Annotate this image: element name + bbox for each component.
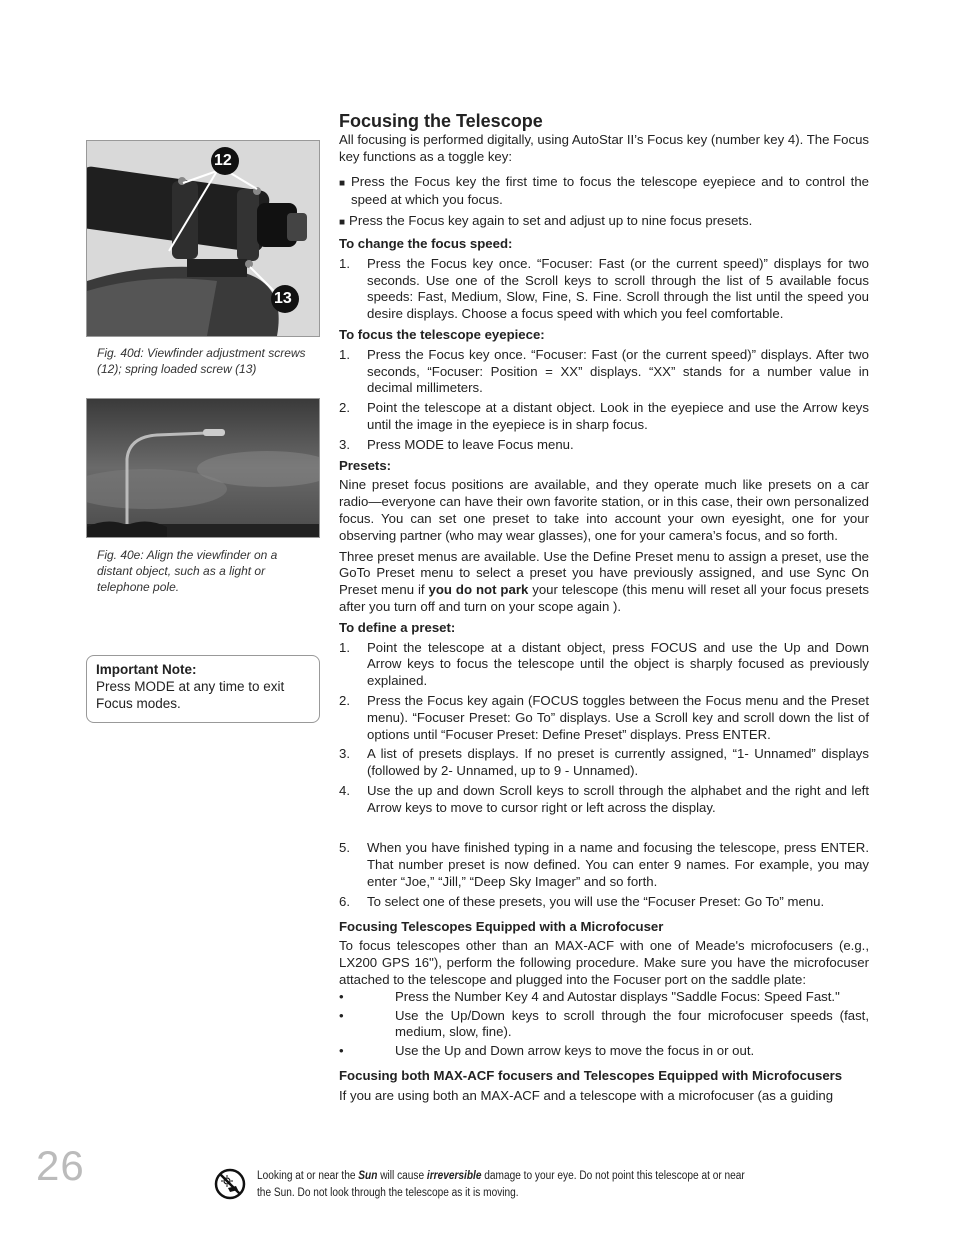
warning-c: damage to your eye. Do not point this telescope at or near the Sun. Do not look through the telescope as it is moving.: [257, 1170, 745, 1199]
presets-p2-bold: you do not park: [428, 582, 529, 598]
list-marker: 2.: [339, 692, 350, 708]
define-steps: [339, 640, 869, 817]
list-text: When you have finished typing in a name and focusing the telescope, press ENTER. That number preset is now defined. You can enter 9 names. For example, you may enter “Joe,” “Jill,” “Deep Sky Imager” and so forth.: [367, 840, 869, 890]
warning-sun: Sun: [358, 1170, 378, 1182]
warning-a: Looking at or near the: [257, 1170, 359, 1182]
eyepiece-steps: [339, 347, 869, 454]
list-item: [339, 746, 869, 780]
speed-steps: [339, 256, 869, 323]
list-marker: 1.: [339, 346, 350, 362]
warning-irreversible: irreversible: [426, 1170, 482, 1182]
figure-streetlight: [86, 398, 320, 538]
list-text: Use the up and down Scroll keys to scroll through the alphabet and the right and left Arrow keys to move to cursor right or left across the display.: [367, 782, 869, 815]
list-item: [339, 1008, 869, 1042]
list-text: Press MODE to leave Focus menu.: [367, 436, 574, 452]
presets-p2-a: Three preset menus are available. Use the Define Preset menu to assign a preset, use the GoTo Preset menu to select a preset you have previously assigned, and use Sync On Preset menu if: [339, 548, 869, 598]
list-marker: 6.: [339, 893, 350, 909]
streetlight-photo: [87, 399, 319, 537]
sun-warning-text: [257, 1168, 750, 1202]
presets-paragraph-1: Nine preset focus positions are available, and they operate much like presets on a car radio—everyone can have their own favorite station, or in this case, their own personalized focus. You can set one preset to take into account your own eyesight, one for your observing partner (who may wear glasses), one for your camera’s focus, and so forth.: [339, 477, 869, 543]
figure-40d-caption: Fig. 40d: Viewfinder adjustment screws (12); spring loaded screw (13): [97, 346, 306, 376]
warning-b: will cause: [377, 1170, 427, 1182]
list-marker: 5.: [339, 840, 350, 856]
microfocuser-paragraph: To focus telescopes other than an MAX-ACF with one of Meade's microfocusers (e.g., LX200 GPS 16"), perform the following procedure. Make sure you have the microfocuser attached to the telescope and plugged into the Focuser port on the saddle plate:: [339, 938, 869, 988]
both-focusers-heading: Focusing both MAX-ACF focusers and Telescopes Equipped with Microfocusers: [339, 1068, 843, 1084]
list-item: [339, 840, 869, 890]
define-steps-continued: [339, 840, 869, 910]
figure-viewfinder-screws: [86, 140, 320, 337]
presets-heading: Presets:: [339, 457, 392, 473]
list-text: Press the Focus key once. “Focuser: Fast (or the current speed)” displays for two seconds. Use one of the Scroll keys to scroll through the list of 5 available focus speeds: Fast, Medium, Slow, Fine, S. Fine. Scroll through the list until the speed you desire displays. Choose a focus speed with which you feel comfortable.: [367, 255, 869, 322]
list-item: [339, 894, 869, 911]
list-item: [339, 400, 869, 434]
list-text: To select one of these presets, you will use the “Focuser Preset: Go To” menu.: [367, 893, 825, 909]
list-text: A list of presets displays. If no preset is currently assigned, “1- Unnamed” displays (followed by 2- Unnamed, up to 9 - Unnamed).: [367, 746, 869, 779]
microfocuser-heading: Focusing Telescopes Equipped with a Microfocuser: [339, 918, 664, 934]
callout-13-label: 13: [274, 290, 292, 307]
list-marker: 2.: [339, 400, 350, 416]
presets-p2-c: your telescope (this menu will reset all your focus presets after you turn off and turn on your scope again ).: [339, 582, 869, 614]
eyepiece-heading: To focus the telescope eyepiece:: [339, 326, 545, 342]
list-item: [339, 640, 869, 690]
microfocuser-bullets: [339, 989, 869, 1060]
toggle-bullet: ■ Press the Focus key the first time to focus the telescope eyepiece and to control the speed at which you focus.: [339, 174, 869, 210]
list-text: Point the telescope at a distant object, press FOCUS and use the Up and Down Arrow keys to focus the telescope until the object is sharply focused as previously explained.: [367, 639, 869, 689]
list-text: Use the Up/Down keys to scroll through the four microfocuser speeds (fast, medium, slow, fine).: [395, 1007, 869, 1040]
list-marker: 4.: [339, 782, 350, 798]
list-marker: 1.: [339, 255, 350, 271]
toggle-bullet: ■ Press the Focus key again to set and adjust up to nine focus presets.: [339, 213, 869, 232]
important-note-title: Important Note:: [96, 662, 197, 677]
list-item: [339, 693, 869, 743]
intro-paragraph: All focusing is performed digitally, using AutoStar II’s Focus key (number key 4). The Focus key functions as a toggle key:: [339, 132, 869, 164]
list-text: Press the Focus key once. “Focuser: Fast (or the current speed)” displays. After two seconds, “Focuser: Position = XX” displays. “XX” stands for a number value in decimal millimeters.: [367, 346, 869, 396]
list-marker: •: [339, 988, 344, 1004]
list-item: [339, 1043, 869, 1060]
figure-40e-caption: Fig. 40e: Align the viewfinder on a distant object, such as a light or telephone pole.: [97, 548, 278, 594]
list-item: [339, 256, 869, 323]
both-focusers-paragraph: If you are using both an MAX-ACF and a telescope with a microfocuser (as a guiding: [339, 1087, 834, 1103]
section-title: Focusing the Telescope: [339, 111, 543, 131]
list-text: Press the Number Key 4 and Autostar displays "Saddle Focus: Speed Fast.": [395, 988, 840, 1004]
presets-paragraph-2: [339, 549, 869, 616]
list-text: Point the telescope at a distant object. Look in the eyepiece and use the Arrow keys until the image in the eyepiece is in sharp focus.: [367, 400, 869, 432]
important-note: [86, 655, 320, 723]
list-marker: •: [339, 1043, 344, 1059]
list-marker: 3.: [339, 436, 350, 452]
list-item: [339, 989, 869, 1006]
important-note-body: Press MODE at any time to exit Focus modes.: [96, 679, 285, 711]
page-number: 26: [36, 1142, 85, 1189]
list-item: [339, 783, 869, 817]
list-item: [339, 347, 869, 397]
list-marker: •: [339, 1007, 344, 1023]
main-column: [339, 110, 869, 1109]
list-marker: 1.: [339, 639, 350, 655]
no-sun-warning-icon: [214, 1168, 246, 1200]
list-item: [339, 437, 869, 454]
list-marker: 3.: [339, 746, 350, 762]
callout-12-label: 12: [214, 152, 232, 169]
toggle-bullet-list: [339, 174, 869, 232]
speed-heading: To change the focus speed:: [339, 235, 513, 251]
define-heading: To define a preset:: [339, 619, 456, 635]
list-text: Press the Focus key again (FOCUS toggles between the Focus menu and the Preset menu). “Focuser Preset: Go To” displays. Use a Scroll key and scroll down the list of options until “Focuser Preset: Define Preset” displays. Press ENTER.: [367, 692, 869, 742]
list-text: Use the Up and Down arrow keys to move the focus in or out.: [395, 1043, 755, 1059]
